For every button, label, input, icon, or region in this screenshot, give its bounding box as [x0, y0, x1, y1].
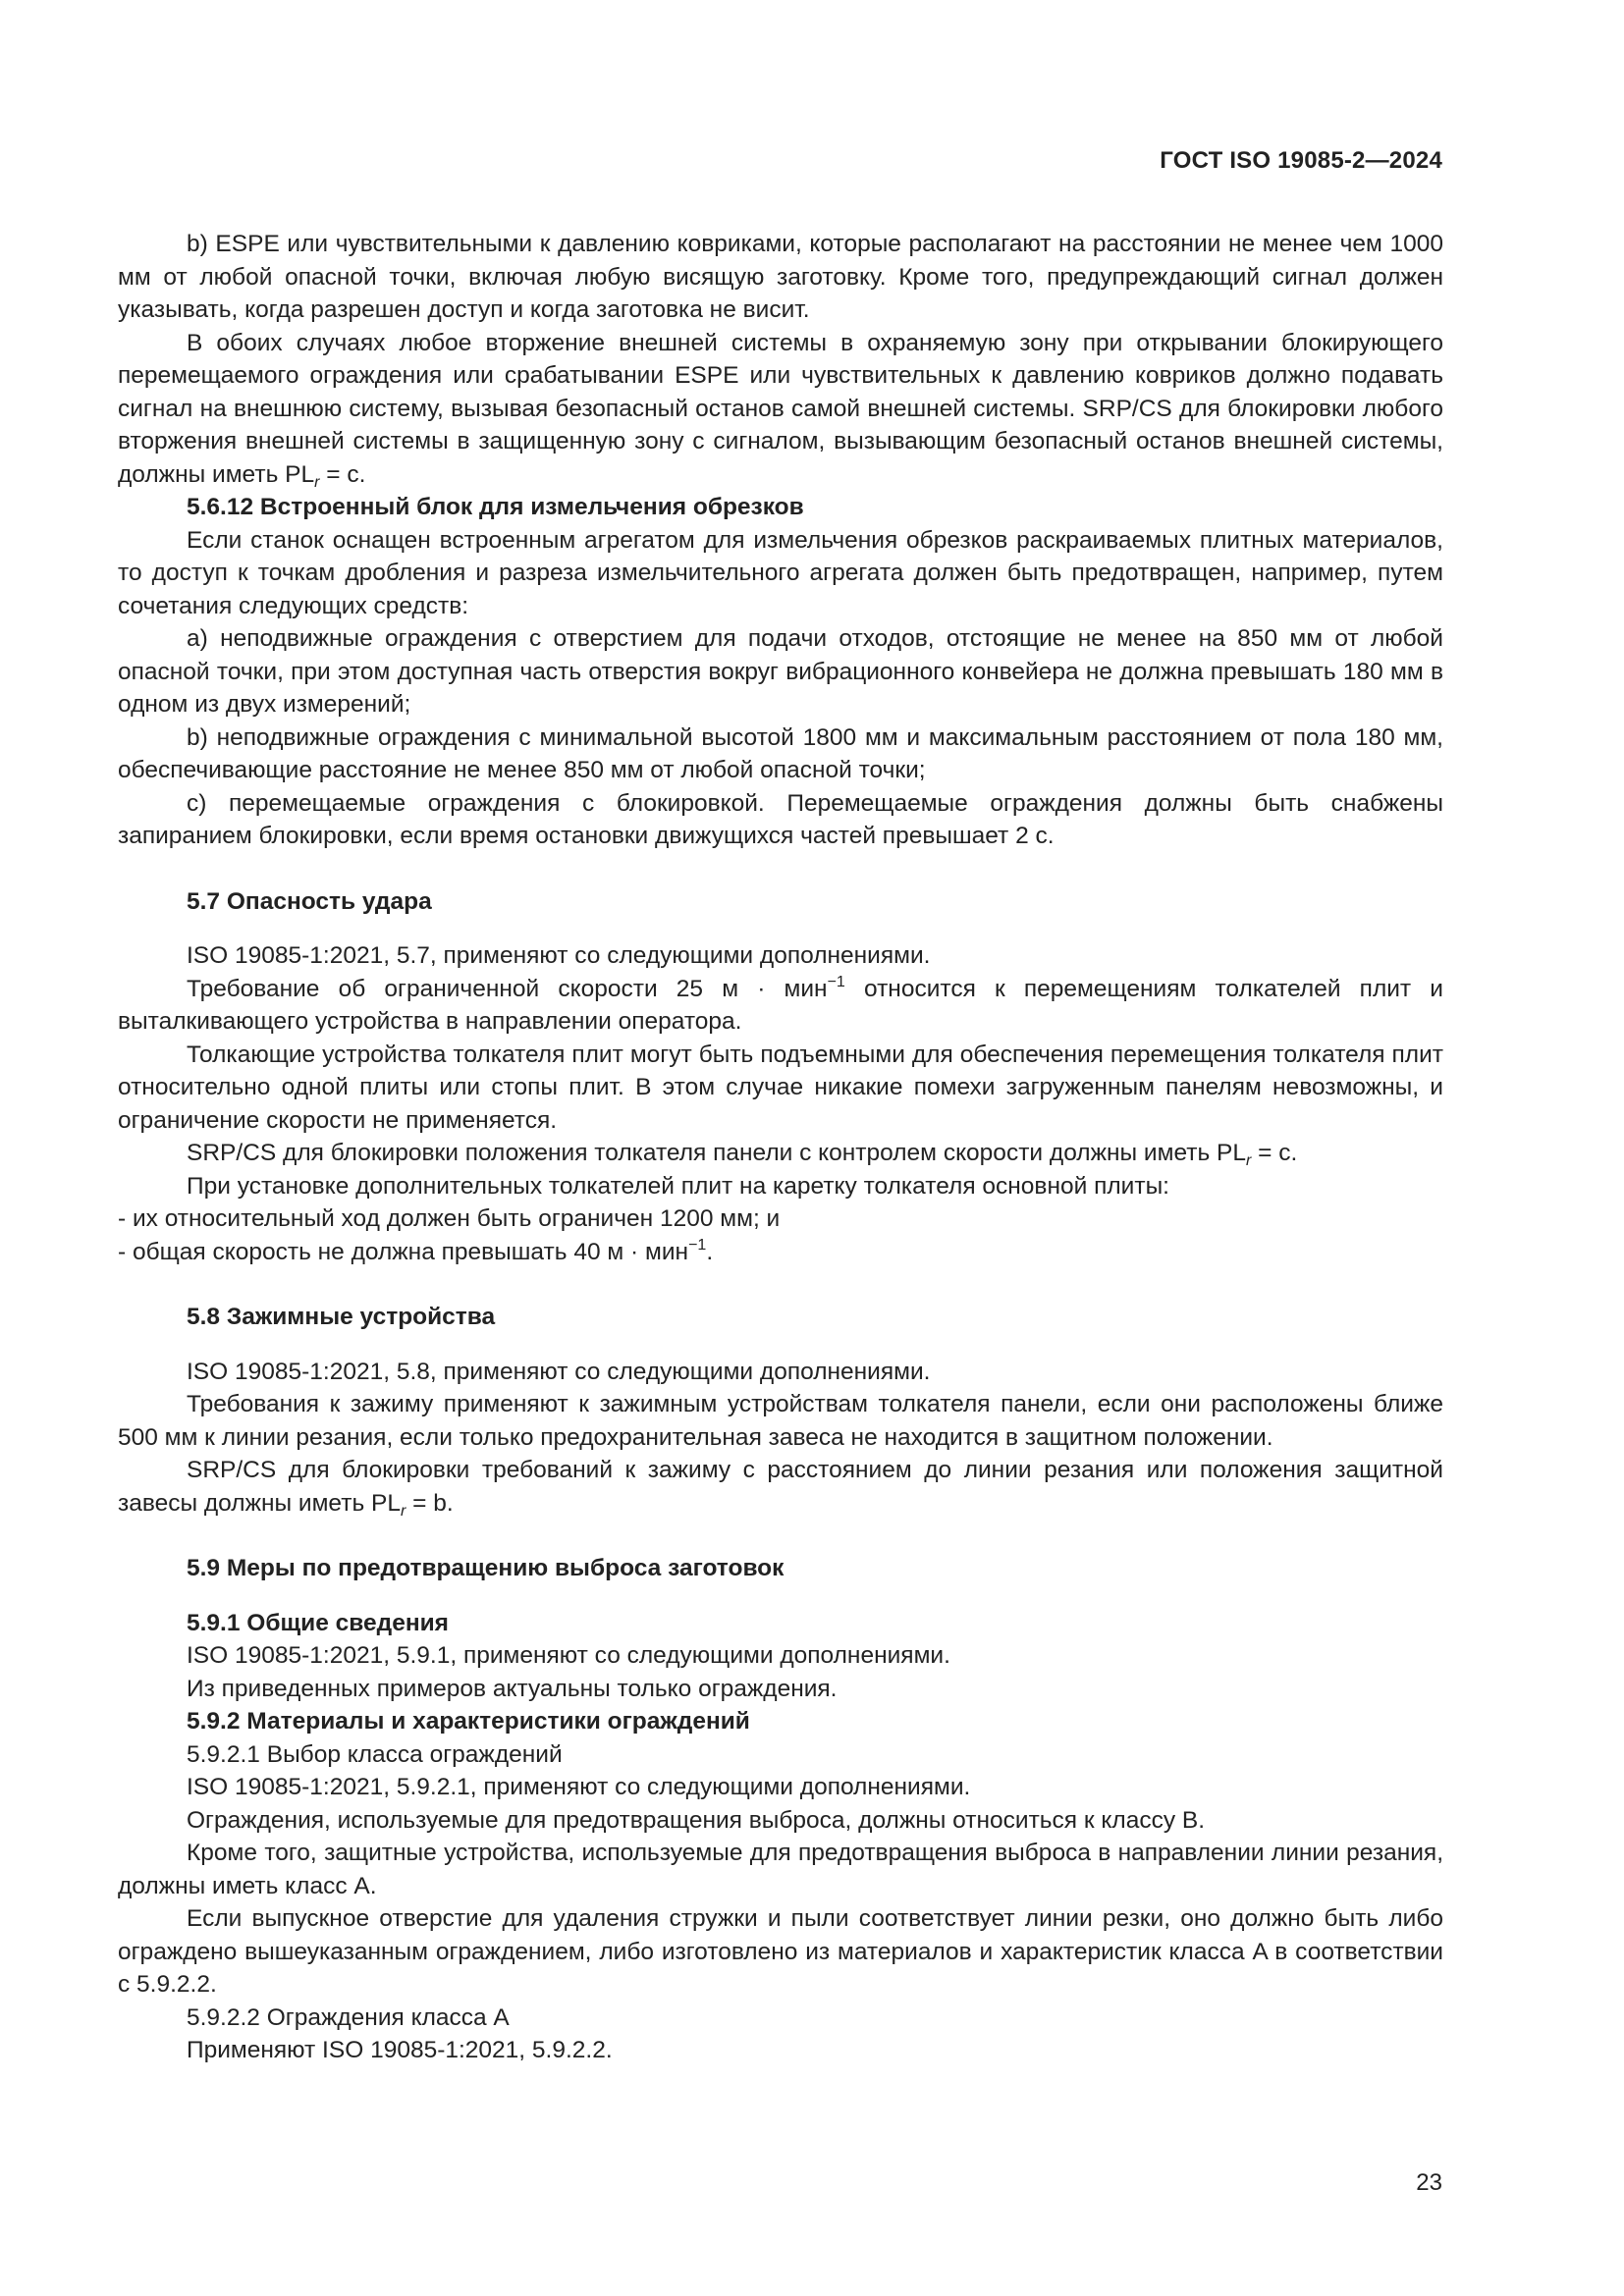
superscript: −1 — [688, 1236, 707, 1254]
clause-title: 5.9.2.1 Выбор класса ограждений — [187, 1740, 563, 1768]
paragraph: Кроме того, защитные устройства, используемые для предотвращения выброса в направлении линии резания, должны иметь класс A. — [118, 1840, 1443, 1899]
subscript: r — [314, 473, 320, 491]
paragraph: Применяют ISO 19085-1:2021, 5.9.2.2. — [187, 2037, 613, 2063]
paragraph: Если выпускное отверстие для удаления стружки и пыли соответствует линии резки, оно должно быть либо ограждено вышеуказанным ограждением, либо изготовлено из материалов и характеристик класса A в соответствии с 5.9.2.2. — [118, 1905, 1443, 1998]
subsection-heading: 5.9.2 Материалы и характеристики ограждений — [187, 1708, 750, 1735]
paragraph-text: = c. — [319, 460, 366, 488]
paragraph — [118, 327, 1443, 492]
paragraph-text: SRP/CS для блокировки положения толкателя панели с контролем скорости должны иметь PL — [187, 1140, 1247, 1166]
paragraph: ISO 19085-1:2021, 5.8, применяют со следующими дополнениями. — [187, 1358, 931, 1385]
document-code: ГОСТ ISO 19085-2—2024 — [1160, 147, 1442, 174]
paragraph: Из приведенных примеров актуальны только ограждения. — [187, 1675, 838, 1702]
paragraph-text: . — [706, 1238, 714, 1265]
paragraph: Если станок оснащен встроенным агрегатом для измельчения обрезков раскраиваемых плитных материалов, то доступ к точкам дробления и разреза измельчительного агрегата должен быть предотвращен, например, путем сочетания следующих средств: — [118, 526, 1443, 619]
paragraph — [118, 973, 1443, 1039]
paragraph — [118, 1454, 1443, 1520]
paragraph: b) ESPE или чувствительными к давлению ковриками, которые располагают на расстоянии не менее чем 1000 мм от любой опасной точки, включая любую висящую заготовку. Кроме того, предупреждающий сигнал должен указывать, когда разрешен доступ и когда заготовка не висит. — [118, 231, 1443, 323]
subsection-heading: 5.9.1 Общие сведения — [187, 1609, 449, 1636]
paragraph: Требования к зажиму применяют к зажимным устройствам толкателя панели, если они расположены ближе 500 мм к линии резания, если только предохранительная завеса не находится в защитном положении. — [118, 1391, 1443, 1451]
paragraph-text: = c. — [1251, 1140, 1298, 1166]
clause-title: 5.9.2.2 Ограждения класса A — [187, 2003, 510, 2031]
list-item: a) неподвижные ограждения с отверстием для подачи отходов, отстоящие не менее на 850 мм от любой опасной точки, при этом доступная часть отверстия вокруг вибрационного конвейера не должна превышать 180 мм в одном из двух измерений; — [118, 625, 1443, 718]
paragraph-text: SRP/CS для блокировки требований к зажиму с расстоянием до линии резания или положения защитной завесы должны иметь PL — [118, 1457, 1443, 1517]
list-item: - их относительный ход должен быть ограничен 1200 мм; и — [118, 1205, 781, 1232]
section-heading: 5.8 Зажимные устройства — [187, 1304, 496, 1330]
section-heading: 5.7 Опасность удара — [187, 887, 432, 915]
paragraph: Ограждения, используемые для предотвращения выброса, должны относиться к классу B. — [187, 1806, 1206, 1834]
paragraph-text: В обоих случаях любое вторжение внешней системы в охраняемую зону при открывании блокирующего перемещаемого ограждения или срабатывании ESPE или чувствительных к давлению ковриков должно подавать сигнал на внешнюю систему, вызывая безопасный останов самой внешней системы. SRP/CS для блокировки любого вторжения внешней системы в защищенную зону с сигналом, вызывающим безопасный останов внешней системы, должны иметь PL — [118, 329, 1443, 488]
paragraph: При установке дополнительных толкателей плит на каретку толкателя основной плиты: — [187, 1172, 1169, 1200]
paragraph: Толкающие устройства толкателя плит могут быть подъемными для обеспечения перемещения толкателя плит относительно одной плиты или стопы плит. В этом случае никакие помехи загруженным панелям невозможны, и ограничение скорости не применяется. — [118, 1041, 1443, 1134]
section-heading: 5.6.12 Встроенный блок для измельчения обрезков — [187, 494, 804, 520]
document-body — [118, 228, 1443, 2067]
paragraph: ISO 19085-1:2021, 5.7, применяют со следующими дополнениями. — [187, 942, 931, 969]
section-heading: 5.9 Меры по предотвращению выброса заготовок — [187, 1555, 785, 1581]
paragraph-text: Требование об ограниченной скорости 25 м · мин — [187, 975, 828, 1002]
paragraph — [118, 1137, 1443, 1170]
paragraph: ISO 19085-1:2021, 5.9.2.1, применяют со следующими дополнениями. — [187, 1774, 971, 1800]
list-item: c) перемещаемые ограждения с блокировкой. Перемещаемые ограждения должны быть снабжены запиранием блокировки, если время остановки движущихся частей превышает 2 с. — [118, 789, 1443, 849]
list-item: b) неподвижные ограждения с минимальной высотой 1800 мм и максимальным расстоянием от пола 180 мм, обеспечивающие расстояние не менее 850 мм от любой опасной точки; — [118, 723, 1443, 783]
paragraph-text: относится к перемещениям толкателей плит и выталкивающего устройства в направлении оператора. — [118, 975, 1443, 1035]
paragraph-text: - общая скорость не должна превышать 40 м · мин — [118, 1238, 689, 1265]
list-item — [118, 1236, 1443, 1269]
paragraph-text: = b. — [406, 1489, 454, 1517]
subscript: r — [1246, 1152, 1252, 1169]
paragraph: ISO 19085-1:2021, 5.9.1, применяют со следующими дополнениями. — [187, 1642, 950, 1669]
page-number: 23 — [1416, 2169, 1442, 2196]
superscript: −1 — [827, 973, 845, 990]
subscript: r — [401, 1502, 406, 1520]
